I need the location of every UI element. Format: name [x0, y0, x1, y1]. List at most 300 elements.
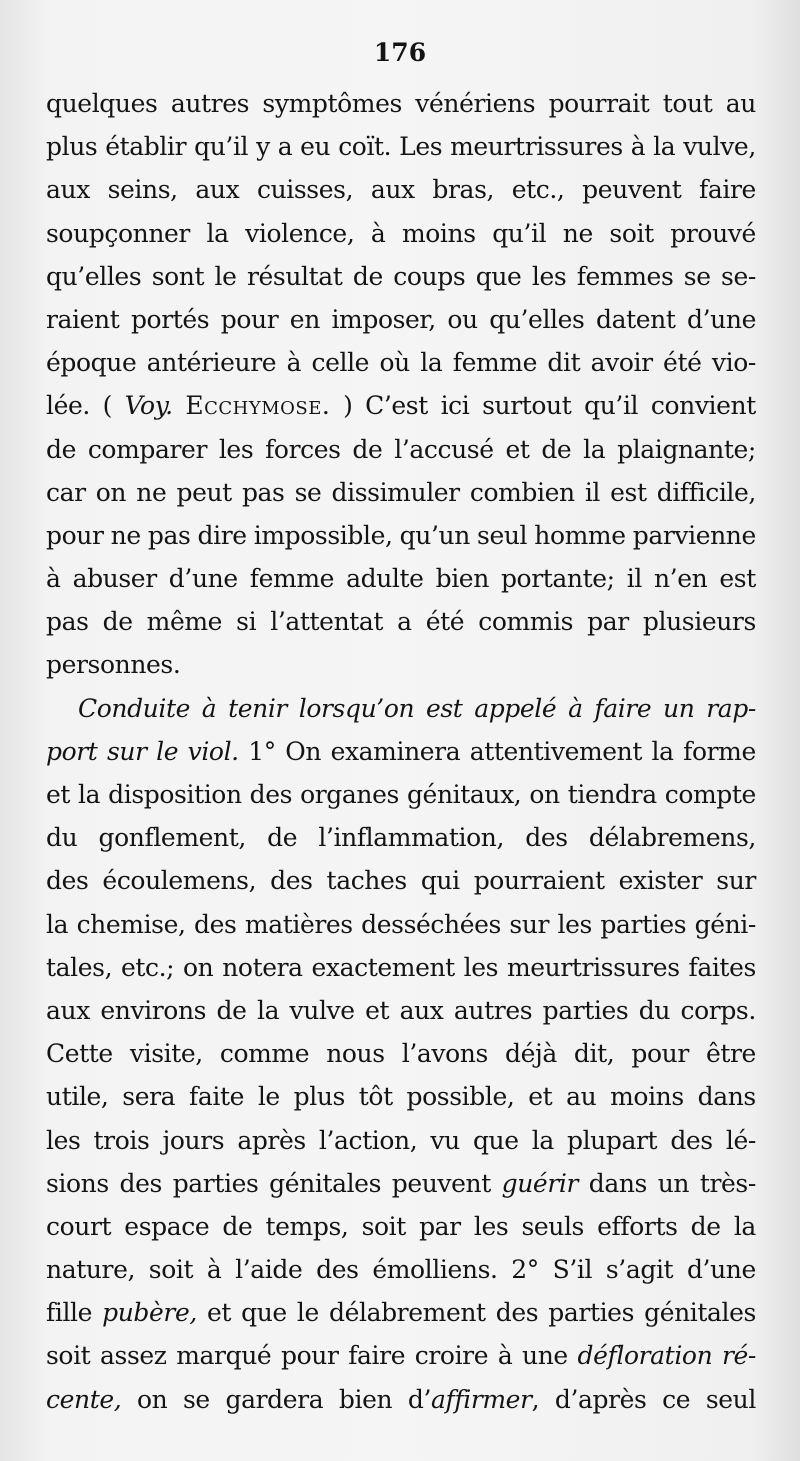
word: été	[663, 348, 702, 378]
word: de	[267, 823, 298, 853]
word: quelques	[46, 89, 158, 118]
word: d’une	[687, 304, 756, 334]
word: tôt	[358, 1082, 393, 1112]
word: d’après	[554, 1384, 647, 1414]
word: qu’il	[584, 391, 639, 421]
text-line	[46, 514, 756, 557]
word: imposer,	[331, 304, 436, 334]
word: environs	[100, 995, 207, 1025]
word: des	[670, 1125, 713, 1155]
text-line	[46, 903, 756, 946]
word: la	[653, 132, 676, 162]
word: possible,	[406, 1082, 515, 1112]
word: qu’un	[399, 520, 470, 550]
word: pourrait	[548, 89, 650, 118]
text-line	[46, 428, 756, 471]
word: ne	[136, 477, 167, 507]
word: par	[587, 607, 629, 637]
word: seul	[477, 520, 528, 550]
word: pas	[241, 477, 285, 507]
word: plaignante;	[617, 434, 756, 464]
word: une	[522, 1341, 568, 1371]
word: se	[183, 1384, 210, 1414]
word: la	[46, 909, 69, 939]
word: de	[46, 434, 76, 464]
text-line	[46, 212, 756, 255]
word: disposition	[108, 780, 242, 809]
word: court	[46, 1211, 112, 1241]
word: antérieure	[146, 348, 277, 378]
word: Conduite	[78, 693, 191, 723]
word: vénériens	[415, 89, 536, 118]
text-line	[46, 1248, 756, 1291]
word: dit,	[573, 1039, 615, 1069]
word: car	[46, 477, 86, 507]
word: à	[286, 348, 302, 378]
word: si	[236, 607, 257, 637]
word: coups	[393, 261, 466, 291]
word: délabrement	[328, 1298, 486, 1328]
word: cente,	[46, 1384, 122, 1414]
word: à	[370, 218, 386, 248]
word: plus	[293, 1082, 345, 1112]
word: Les	[399, 132, 443, 162]
word: faire	[594, 693, 652, 723]
word: etc.,	[511, 175, 565, 205]
word: l’attentat	[270, 607, 384, 637]
text-line	[46, 773, 756, 816]
word: des	[495, 1298, 539, 1328]
word: peuvent	[582, 175, 682, 205]
word: pourraient	[473, 866, 605, 896]
word: à	[46, 564, 61, 594]
word: fille	[46, 1298, 93, 1328]
word: femme	[452, 348, 537, 378]
word: des	[249, 780, 293, 809]
word: que	[472, 1125, 519, 1155]
word: des	[316, 1255, 359, 1285]
text-line	[46, 989, 756, 1032]
text-line	[46, 1291, 756, 1334]
word: )	[343, 391, 353, 421]
word: gardera	[225, 1384, 324, 1414]
word: 1°	[248, 736, 276, 766]
word: seuls	[521, 1211, 584, 1241]
text-line	[46, 1205, 756, 1248]
text-line	[46, 1378, 756, 1421]
word: exister	[618, 866, 703, 896]
text-line	[46, 471, 756, 514]
word: l’inflammation,	[318, 823, 505, 853]
text-line	[46, 946, 756, 989]
word: à	[630, 132, 646, 162]
word: examinera	[330, 736, 461, 766]
word: bras,	[432, 175, 495, 205]
word: sur	[716, 866, 756, 896]
word: et	[505, 434, 530, 464]
word: vulve	[289, 995, 355, 1025]
word: dissimuler	[331, 477, 460, 507]
word: sions	[46, 1168, 109, 1198]
word: en	[289, 304, 320, 334]
word: est	[425, 693, 463, 723]
word: on	[183, 952, 214, 982]
text-line	[46, 168, 756, 211]
word: et	[528, 1082, 553, 1112]
word: ce	[662, 1384, 691, 1414]
word: desséchées	[361, 909, 501, 939]
word: taches	[326, 866, 407, 896]
word: appelé	[474, 693, 557, 723]
word: de	[352, 261, 383, 291]
word: y	[256, 132, 270, 162]
word: on	[529, 780, 560, 809]
word: défloration	[577, 1341, 713, 1371]
word: parties	[172, 1168, 259, 1198]
word: datent	[596, 304, 676, 334]
word: vulve,	[683, 132, 756, 162]
word: est	[719, 564, 756, 594]
word: même	[146, 607, 223, 637]
word: jours	[162, 1125, 225, 1155]
word: se	[683, 261, 711, 291]
word: soit	[609, 218, 654, 248]
word: chemise,	[76, 909, 186, 939]
word: les	[463, 952, 499, 982]
word: géni-	[694, 909, 756, 939]
word: tout	[662, 89, 713, 118]
word: soit	[148, 1255, 194, 1285]
word: délabremens,	[588, 823, 756, 853]
text-line	[46, 600, 756, 643]
text-line	[46, 1162, 756, 1205]
text-line	[46, 1075, 756, 1118]
word: de	[352, 434, 383, 464]
word: que	[241, 1298, 287, 1328]
word: lée.	[46, 391, 90, 421]
word: aux	[370, 175, 415, 205]
word: seul	[705, 1384, 756, 1414]
word: viol.	[187, 736, 239, 766]
word: surtout	[482, 391, 572, 421]
word: au	[725, 89, 756, 118]
word: portés	[130, 304, 210, 334]
word: émolliens.	[372, 1255, 498, 1285]
word: des	[119, 1168, 162, 1198]
word: visite,	[129, 1039, 203, 1069]
word: forces	[265, 434, 341, 464]
word: abuser	[72, 564, 157, 594]
word: utile,	[46, 1082, 109, 1112]
word: est	[610, 477, 647, 507]
word: de	[102, 607, 133, 637]
word: de	[216, 995, 247, 1025]
text-line	[46, 255, 756, 298]
word: faire	[699, 175, 756, 205]
word: nous	[326, 1039, 385, 1069]
page-number: 176	[373, 38, 427, 67]
word: S’il	[552, 1255, 593, 1285]
word: le	[257, 1082, 280, 1112]
text-line	[46, 730, 756, 773]
word: la	[583, 434, 606, 464]
word: des	[46, 866, 89, 896]
word: aux	[195, 175, 240, 205]
word: la	[733, 1211, 756, 1241]
word: ou	[447, 304, 478, 334]
word: sont	[151, 261, 205, 291]
word: homme	[534, 520, 626, 550]
word: combien	[469, 477, 575, 507]
word: d’affirmer,	[407, 1384, 540, 1414]
word: soit	[361, 1211, 406, 1241]
word: la	[420, 348, 443, 378]
word: autres	[453, 995, 533, 1025]
word: (	[102, 391, 112, 421]
text-line	[46, 298, 756, 341]
word: a	[397, 607, 412, 637]
word: un	[657, 1168, 690, 1198]
word: ici	[440, 391, 470, 421]
word: plupart	[566, 1125, 658, 1155]
word: qu’il	[492, 218, 547, 248]
word: pour	[280, 1341, 339, 1371]
word: la	[206, 218, 229, 248]
word: femmes	[576, 261, 674, 291]
word: résultat	[246, 261, 343, 291]
word: Voy.	[124, 391, 173, 421]
word: n’en	[653, 564, 708, 594]
word: C’est	[365, 391, 428, 421]
word: bien	[338, 1384, 393, 1414]
word: exactement	[311, 952, 455, 982]
word: après	[237, 1125, 306, 1155]
word: il	[584, 477, 601, 507]
word: espace	[124, 1211, 210, 1241]
word: été	[425, 607, 465, 637]
word: aux	[399, 995, 444, 1025]
word: pour	[46, 520, 104, 550]
word: l’avons	[401, 1039, 488, 1069]
word: à	[206, 1255, 222, 1285]
word: le	[214, 261, 237, 291]
word: être	[705, 1039, 756, 1069]
word: on	[136, 1384, 168, 1414]
word: ne	[562, 218, 593, 248]
word: pour	[220, 304, 279, 334]
word: qu’elles	[46, 261, 142, 291]
word: établir	[105, 132, 187, 162]
text-line	[46, 341, 756, 384]
word: marqué	[176, 1341, 272, 1371]
word: les	[557, 909, 592, 939]
word: aux	[46, 175, 90, 205]
word: plusieurs	[642, 607, 756, 637]
word: organes	[300, 780, 399, 809]
word: raient	[46, 304, 120, 334]
word: gonflement,	[98, 823, 246, 853]
word: soupçonner	[46, 218, 190, 248]
word: eu	[300, 132, 331, 162]
word: dit	[547, 348, 581, 378]
text-line	[46, 643, 756, 686]
word: plus	[46, 132, 98, 162]
word: cuisses,	[256, 175, 354, 205]
word: soit	[46, 1341, 91, 1371]
word: faites	[688, 952, 756, 982]
word: Ecchymose.	[185, 391, 331, 421]
word: un	[663, 693, 695, 723]
word: sera	[122, 1082, 176, 1112]
word: moins	[610, 1082, 684, 1112]
word: des	[194, 909, 237, 939]
word: et	[365, 995, 390, 1025]
word: croire	[414, 1341, 489, 1371]
word: meurtrissures	[450, 132, 623, 162]
word: de	[541, 434, 572, 464]
word: pour	[631, 1039, 689, 1069]
word: à	[201, 693, 217, 723]
word: personnes.	[46, 650, 181, 680]
word: dire	[197, 520, 247, 550]
word: époque	[46, 348, 137, 378]
word: le	[156, 736, 179, 766]
word: aux	[46, 995, 90, 1025]
text-line	[46, 859, 756, 902]
word: la	[256, 995, 280, 1025]
text-line	[46, 1119, 756, 1162]
word: l’aide	[235, 1255, 303, 1285]
word: d’une	[686, 1255, 756, 1285]
word: génitales	[644, 1298, 756, 1328]
word: l’accusé	[394, 434, 494, 464]
text-line	[46, 384, 756, 427]
text-line	[46, 816, 756, 859]
word: sur	[106, 736, 147, 766]
word: meurtrissures	[506, 952, 680, 982]
word: adulte	[346, 564, 424, 594]
word: difficile,	[656, 477, 756, 507]
word: pas	[46, 607, 89, 637]
word: faire	[348, 1341, 406, 1371]
word: bien	[435, 564, 489, 594]
word: tenir	[228, 693, 287, 723]
word: notera	[222, 952, 303, 982]
word: violence,	[245, 218, 355, 248]
word: parties	[600, 909, 687, 939]
word: femme	[249, 564, 335, 594]
word: comme	[219, 1039, 310, 1069]
word: comparer	[87, 434, 207, 464]
word: impossible,	[253, 520, 393, 550]
word: symptômes	[262, 89, 402, 118]
text-line	[46, 1032, 756, 1075]
word: la	[651, 736, 674, 766]
word: déjà	[504, 1039, 557, 1069]
word: attentivement	[469, 736, 643, 766]
word: nature,	[46, 1255, 136, 1285]
word: temps,	[265, 1211, 349, 1241]
word: on	[95, 477, 127, 507]
word: seins,	[107, 175, 178, 205]
word: peuvent	[391, 1168, 491, 1198]
word: vu	[430, 1125, 460, 1155]
word: qui	[420, 866, 460, 896]
word: vio-	[711, 348, 756, 378]
word: compte	[664, 780, 756, 809]
word: écoulemens,	[102, 866, 257, 896]
word: guérir	[501, 1168, 579, 1198]
word: coït.	[338, 132, 392, 162]
word: les	[531, 261, 567, 291]
word: du	[46, 823, 78, 853]
word: parties	[542, 995, 629, 1025]
word: trois	[93, 1125, 150, 1155]
word: tales,	[46, 952, 113, 982]
word: moins	[401, 218, 476, 248]
word: avoir	[590, 348, 653, 378]
word: s’agit	[605, 1255, 674, 1285]
word: tiendra	[567, 780, 657, 809]
word: se-	[721, 261, 756, 291]
word: des	[525, 823, 568, 853]
word: a	[277, 132, 293, 162]
word: par	[419, 1211, 461, 1241]
word: des	[270, 866, 313, 896]
word: rap-	[706, 693, 756, 723]
word: où	[379, 348, 410, 378]
word: matières	[244, 909, 353, 939]
word: il	[626, 564, 642, 594]
word: de	[690, 1211, 721, 1241]
word: la	[78, 780, 101, 809]
word: de	[222, 1211, 253, 1241]
word: qu’il	[194, 132, 249, 162]
word: du	[638, 995, 671, 1025]
word: sur	[509, 909, 550, 939]
word: génitales	[269, 1168, 382, 1198]
word: parties	[548, 1298, 635, 1328]
word: pas	[147, 520, 191, 550]
word: qu’elles	[489, 304, 585, 334]
word: les	[218, 434, 254, 464]
word: On	[285, 736, 322, 766]
word: efforts	[597, 1211, 678, 1241]
text-line	[46, 687, 756, 730]
word: autres	[170, 89, 250, 118]
word: lorsqu’on	[298, 693, 415, 723]
word: 2°	[511, 1255, 539, 1285]
word: commis	[478, 607, 574, 637]
word: et	[46, 780, 71, 809]
word: celle	[311, 348, 370, 378]
word: convient	[650, 391, 756, 421]
word: parvienne	[632, 520, 756, 550]
word: au	[566, 1082, 597, 1112]
word: à	[497, 1341, 513, 1371]
word: Cette	[46, 1039, 113, 1069]
word: corps.	[680, 995, 756, 1025]
word: que	[475, 261, 522, 291]
word: ré-	[721, 1341, 756, 1371]
word: le	[296, 1298, 319, 1328]
word: dans	[697, 1082, 756, 1112]
word: peut	[176, 477, 232, 507]
word: etc.;	[120, 952, 175, 982]
text-line	[46, 557, 756, 600]
word: d’une	[168, 564, 238, 594]
word: lé-	[725, 1125, 756, 1155]
